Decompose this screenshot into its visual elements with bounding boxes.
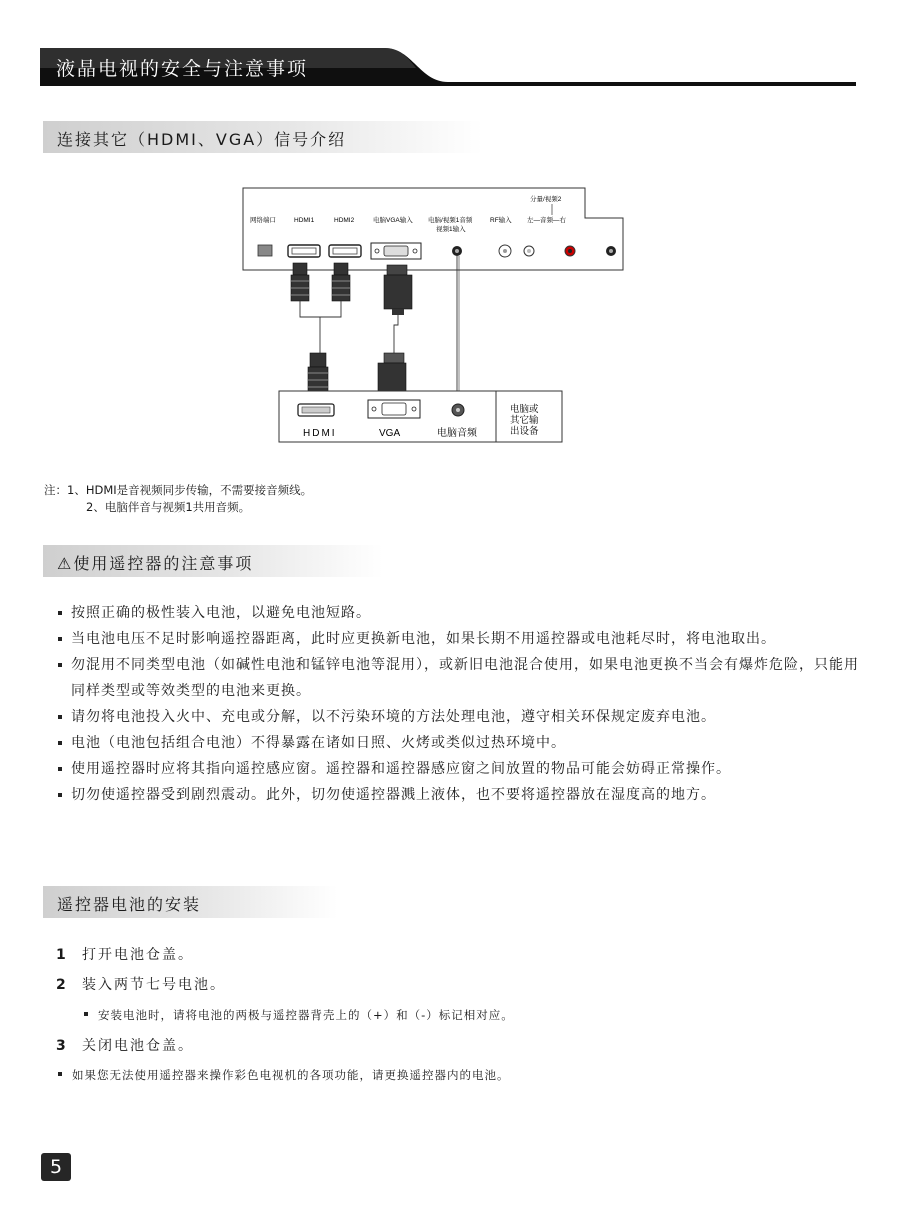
section-heading-remote-notes-text: 使用遥控器的注意事项 [73, 554, 254, 573]
step-3: 3 关闭电池仓盖。 [56, 1038, 194, 1054]
section-heading-battery-install [43, 886, 338, 918]
connection-diagram [240, 185, 640, 445]
list-item: 切勿使遥控器受到剧烈震动。此外，切勿使遥控器溅上液体，也不要将遥控器放在湿度高的地方。 [58, 782, 868, 808]
device-name-line1: 电脑或 [510, 404, 539, 415]
section-heading-connection [43, 121, 483, 153]
device-name-line2: 其它输 [510, 415, 539, 426]
note-line-1: 注：1、HDMI是音视频同步传输，不需要接音频线。 [44, 483, 313, 497]
vga-plug-bottom [378, 363, 406, 393]
step-2-sub-note: 安装电池时，请将电池的两极与遥控器背壳上的（+）和（-）标记相对应。 [84, 1007, 514, 1023]
remote-notes-list [58, 600, 868, 808]
audio-left-right-label: 左—音频—右 [527, 217, 566, 224]
network-port-label: 网络端口 [250, 217, 276, 224]
video1-input-label: 视频1输入 [436, 226, 466, 233]
step-2: 2 装入两节七号电池。 [56, 977, 226, 993]
device-hdmi-label: HDMI [303, 428, 337, 439]
rf-input-label: RF输入 [490, 217, 512, 224]
list-item: 使用遥控器时应将其指向遥控感应窗。遥控器和遥控器感应窗之间放置的物品可能会妨碍正常操作。 [58, 756, 868, 782]
footer-note: 如果您无法使用遥控器来操作彩色电视机的各项功能，请更换遥控器内的电池。 [58, 1067, 510, 1083]
device-vga-label: VGA [379, 428, 401, 439]
vga-input-label: 电脑VGA输入 [373, 217, 413, 224]
warning-icon: ⚠ [57, 554, 74, 573]
hdmi2-label: HDMI2 [334, 217, 355, 224]
page-number: 5 [41, 1153, 71, 1181]
device-name-line3: 出设备 [510, 426, 539, 437]
pc-audio-label: 电脑/视频1音频 [428, 217, 473, 224]
section-heading-connection-text: 连接其它（HDMI、VGA）信号介绍 [57, 130, 347, 149]
page-header [40, 46, 856, 86]
page-title: 液晶电视的安全与注意事项 [56, 58, 309, 80]
tv-rear-panel [243, 188, 623, 270]
section-heading-battery-install-text: 遥控器电池的安装 [57, 895, 202, 914]
list-item: 请勿将电池投入火中、充电或分解，以不污染环境的方法处理电池，遵守相关环保规定废弃电池。 [58, 704, 868, 730]
connection-notes [44, 482, 312, 516]
hdmi1-label: HDMI1 [294, 217, 315, 224]
step-1: 1 打开电池仓盖。 [56, 947, 194, 963]
device-pc-audio-label: 电脑音频 [437, 428, 477, 439]
list-item: 电池（电池包括组合电池）不得暴露在诸如日照、火烤或类似过热环境中。 [58, 730, 868, 756]
note-line-2: 2、电脑伴音与视频1共用音频。 [86, 500, 251, 514]
list-item: 勿混用不同类型电池（如碱性电池和锰锌电池等混用），或新旧电池混合使用，如果电池更换不当会有爆炸危险，只能用同样类型或等效类型的电池来更换。 [58, 652, 868, 704]
vga-plug-top [384, 275, 412, 309]
list-item: 按照正确的极性装入电池，以避免电池短路。 [58, 600, 868, 626]
list-item: 当电池电压不足时影响遥控器距离，此时应更换新电池，如果长期不用遥控器或电池耗尽时，将电池取出。 [58, 626, 868, 652]
network-port-icon [258, 245, 272, 256]
section-heading-remote-notes [43, 545, 383, 577]
component-video2-label: 分量/视频2 [530, 196, 562, 203]
